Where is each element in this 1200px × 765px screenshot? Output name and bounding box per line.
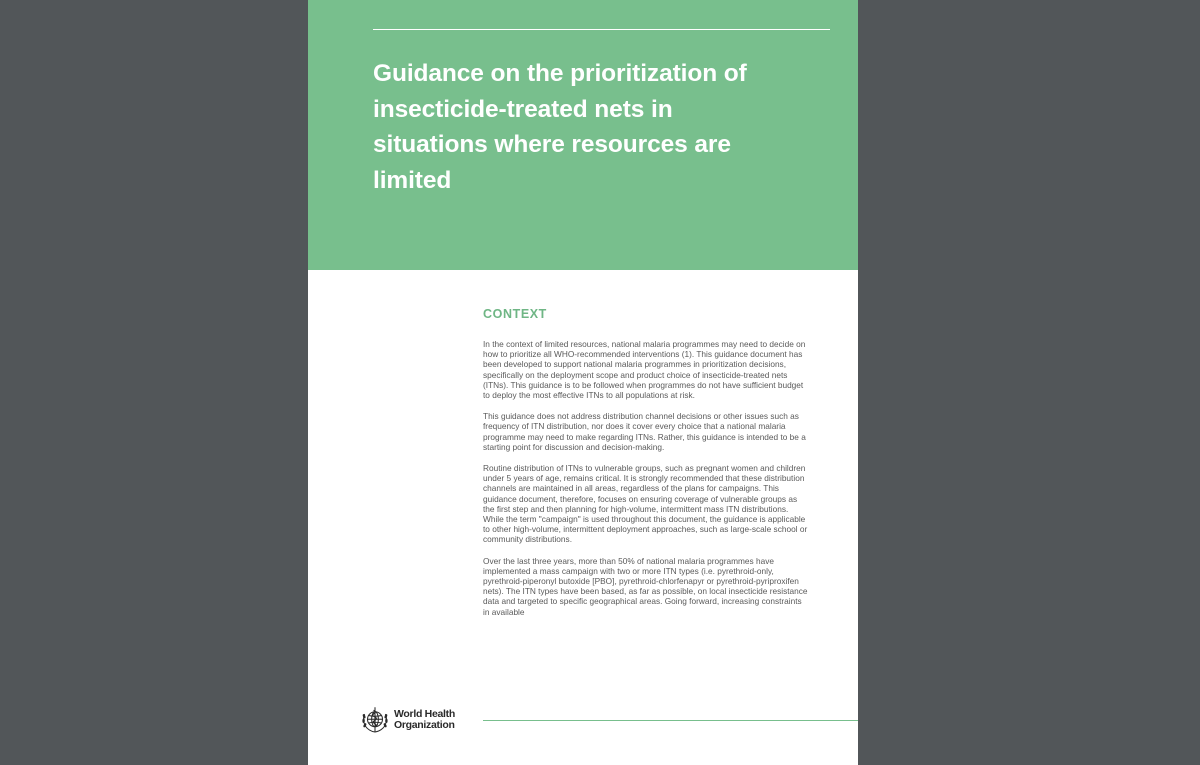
paragraph-1: In the context of limited resources, national malaria programmes may need to decide on how to prioritize all WHO-recommended interventions (1). This guidance document has been developed to support national malaria programmes in prioritization decisions, specifically on the deployment scope and product choice of insecticide-treated nets (ITNs). This guidance is to be followed when programmes do not have sufficient budget to deploy the most effective ITNs to all populations at risk. xyxy=(483,339,806,401)
document-page xyxy=(308,0,858,765)
paragraph-4: Over the last three years, more than 50% of national malaria programmes have implemented a mass campaign with two or more ITN types (i.e. pyrethroid-only, pyrethroid-piperonyl butoxide [PBO], pyrethroid-chlorfenapyr or pyrethroid-pyriproxifen nets). The ITN types have been based, as far as possible, on local insecticide resistance data and targeted to specific geographical areas. Going forward, increasing constraints in available xyxy=(483,555,808,617)
banner-rule xyxy=(373,29,830,30)
logo-line-1: World Health xyxy=(394,708,455,720)
who-logo-text xyxy=(394,709,455,731)
section-heading: CONTEXT xyxy=(483,307,547,321)
logo-line-2: Organization xyxy=(394,719,455,731)
body-text xyxy=(483,339,808,628)
title-banner xyxy=(308,0,858,270)
paragraph-2: This guidance does not address distribution channel decisions or other issues such as frequency of ITN distribution, nor does it cover every choice that a national malaria programme may need to make regarding ITNs. Rather, this guidance is intended to be a starting point for discussion and decision-making. xyxy=(483,411,806,452)
who-logo xyxy=(360,705,455,735)
who-emblem-icon xyxy=(360,705,390,735)
paragraph-3: Routine distribution of ITNs to vulnerable groups, such as pregnant women and children under 5 years of age, remains critical. It is strongly recommended that these distribution channels are maintained in all areas, regardless of the plans for campaigns. This guidance document, therefore, focuses on ensuring coverage of vulnerable groups as the first step and then planning for high-volume, intermittent mass ITN distributions. While the term "campaign" is used throughout this document, the guidance is applicable to other high-volume, intermittent deployment approaches, such as large-scale school or community distributions. xyxy=(483,463,808,545)
document-title: Guidance on the prioritization of insecticide-treated nets in situations where resources are limited xyxy=(373,60,747,194)
footer-rule xyxy=(483,720,858,721)
